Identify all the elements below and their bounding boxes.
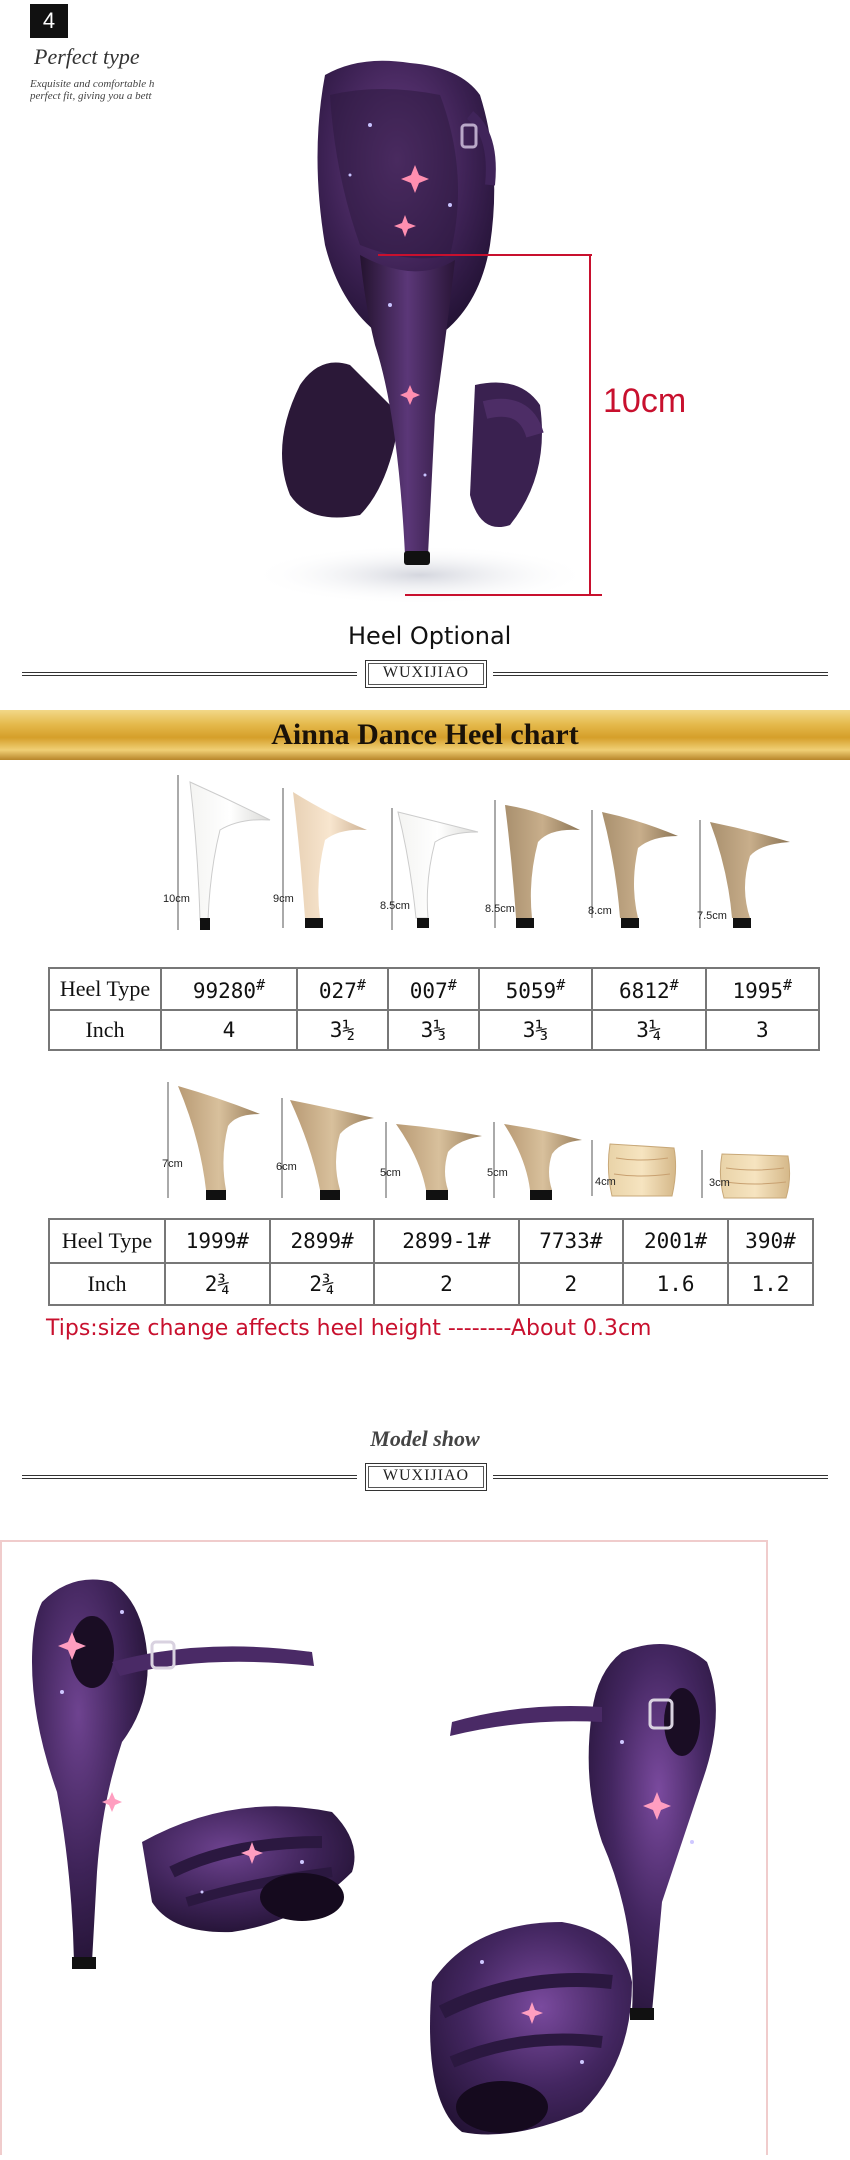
divider-line-left xyxy=(22,1475,357,1479)
table-cell xyxy=(161,968,297,1010)
shoe-height-label: 7.5cm xyxy=(697,910,727,922)
heel-type-code: 5059 xyxy=(505,978,557,1003)
table-cell: 3⅓ xyxy=(479,1010,592,1050)
hash-symbol: # xyxy=(669,975,679,994)
heel-type-code: 1999# xyxy=(165,1219,270,1263)
shoe-height-label: 10cm xyxy=(163,893,190,905)
table-row xyxy=(49,1219,813,1263)
hash-symbol: # xyxy=(783,975,793,994)
table-cell: 3½ xyxy=(297,1010,388,1050)
table-cell: 3 xyxy=(706,1010,819,1050)
model-show-title: Model show xyxy=(370,1426,480,1451)
table-cell xyxy=(706,968,819,1010)
heel-optional-caption: Heel Optional xyxy=(348,622,512,650)
shoe-height-label: 4cm xyxy=(595,1176,616,1188)
perfect-type-description xyxy=(30,78,166,102)
hash-symbol: # xyxy=(256,975,266,994)
table-row xyxy=(49,1010,819,1050)
shoe-height-label: 5cm xyxy=(487,1167,508,1179)
shoe-height-label: 7cm xyxy=(162,1158,183,1170)
perfect-type-title: Perfect type xyxy=(34,44,140,69)
table-cell: 2¾ xyxy=(270,1263,375,1305)
heel-type-code: 6812 xyxy=(619,978,670,1003)
table-row xyxy=(49,1263,813,1305)
heel-type-code: 99280 xyxy=(192,978,257,1003)
table-cell: 2 xyxy=(374,1263,518,1305)
divider-line-left xyxy=(22,672,357,676)
divider-line-right xyxy=(493,672,828,676)
model-show-photo-frame xyxy=(0,1540,768,2155)
heel-table-group-1 xyxy=(48,967,820,1051)
table-cell xyxy=(592,968,705,1010)
heel-chart-banner xyxy=(0,710,850,760)
table-cell xyxy=(479,968,592,1010)
model-show-photo xyxy=(2,1542,766,2155)
shoe-height-label: 8.5cm xyxy=(485,903,515,915)
shoe-back-view-photo xyxy=(240,55,660,615)
heel-type-code: 2899# xyxy=(270,1219,375,1263)
heel-type-code: 2899-1# xyxy=(374,1219,518,1263)
hash-symbol: # xyxy=(356,975,366,994)
heel-shapes-group-1 xyxy=(160,770,820,950)
perfect-type-desc-line-2: perfect fit, giving you a bett xyxy=(30,90,152,102)
brand-divider-bottom xyxy=(22,1463,828,1493)
brand-stamp: WUXIJIAO xyxy=(365,660,487,688)
row-header-heel-type: Heel Type xyxy=(49,1219,165,1263)
shoe-height-label: 3cm xyxy=(709,1177,730,1189)
table-cell: 4 xyxy=(161,1010,297,1050)
row-header-heel-type: Heel Type xyxy=(49,968,161,1010)
heel-type-code: 390# xyxy=(728,1219,813,1263)
shoe-height-label: 8.5cm xyxy=(380,900,410,912)
table-cell xyxy=(297,968,388,1010)
heel-type-code: 007 xyxy=(409,978,448,1003)
table-cell: 3⅓ xyxy=(388,1010,479,1050)
row-header-inch: Inch xyxy=(49,1010,161,1050)
row-header-inch: Inch xyxy=(49,1263,165,1305)
section-number-badge: 4 xyxy=(30,4,68,38)
hash-symbol: # xyxy=(556,975,566,994)
heel-type-code: 1995 xyxy=(732,978,784,1003)
table-cell: 1.6 xyxy=(623,1263,728,1305)
table-row xyxy=(49,968,819,1010)
brand-divider-top xyxy=(22,660,828,690)
heel-height-label: 10cm xyxy=(603,382,687,420)
perfect-type-desc-line-1: Exquisite and comfortable h xyxy=(30,78,155,90)
table-cell xyxy=(388,968,479,1010)
table-cell: 3¼ xyxy=(592,1010,705,1050)
shoe-height-label: 8.cm xyxy=(588,905,612,917)
heel-table-group-2 xyxy=(48,1218,814,1306)
shoe-height-label: 9cm xyxy=(273,893,294,905)
size-tips-note: Tips:size change affects heel height --------About 0.3cm xyxy=(46,1316,652,1341)
heel-type-code: 7733# xyxy=(519,1219,624,1263)
table-cell: 1.2 xyxy=(728,1263,813,1305)
divider-line-right xyxy=(493,1475,828,1479)
brand-stamp: WUXIJIAO xyxy=(365,1463,487,1491)
table-cell: 2¾ xyxy=(165,1263,270,1305)
heel-chart-title: Ainna Dance Heel chart xyxy=(271,718,579,751)
hash-symbol: # xyxy=(447,975,457,994)
heel-type-code: 2001# xyxy=(623,1219,728,1263)
table-cell: 2 xyxy=(519,1263,624,1305)
shoe-height-label: 5cm xyxy=(380,1167,401,1179)
heel-type-code: 027 xyxy=(318,978,357,1003)
shoe-height-label: 6cm xyxy=(276,1161,297,1173)
